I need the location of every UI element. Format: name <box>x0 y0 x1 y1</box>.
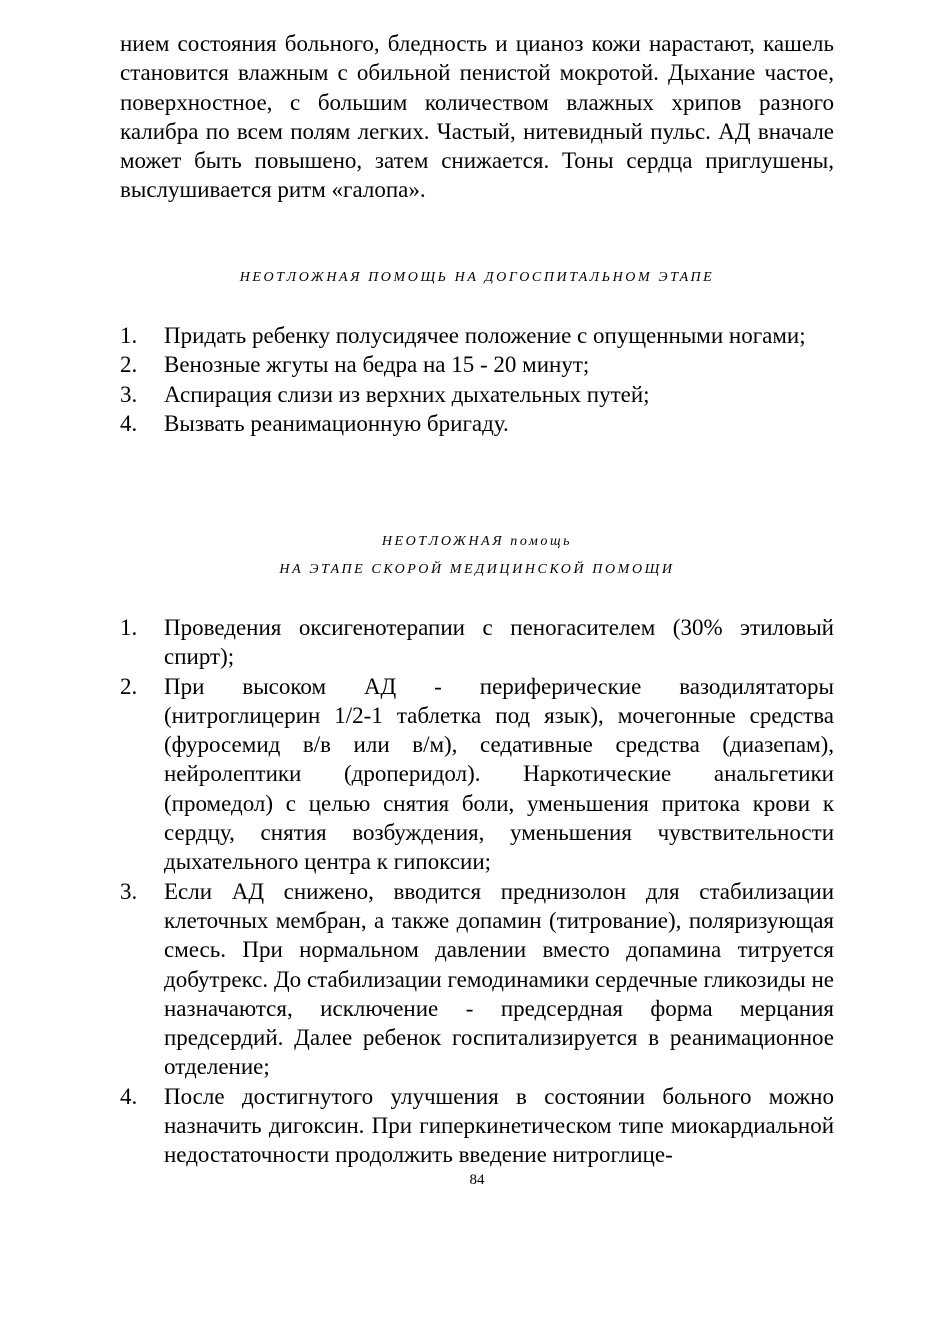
list-item-number: 3. <box>120 381 138 407</box>
list-item <box>120 672 834 877</box>
list-item-number: 1. <box>120 323 138 348</box>
list-item-text: Вызвать реанимационную бригаду. <box>164 410 509 436</box>
section-heading-prehospital: НЕОТЛОЖНАЯ ПОМОЩЬ НА ДОГОСПИТАЛЬНОМ ЭТАПЕ <box>239 270 715 285</box>
document-page <box>120 0 834 1344</box>
ambulance-list <box>120 613 834 1170</box>
list-item-number: 1. <box>120 615 138 640</box>
list-item <box>120 613 834 672</box>
list-item <box>120 409 834 438</box>
list-item-number: 2. <box>120 673 138 699</box>
list-item <box>120 350 834 379</box>
list-item-number: 4. <box>120 1083 138 1109</box>
list-item-number: 4. <box>120 410 138 436</box>
list-item-number: 2. <box>120 352 138 378</box>
list-item-number: 3. <box>120 878 138 904</box>
list-item <box>120 321 834 350</box>
prehospital-list <box>120 321 834 438</box>
list-item-text: При высоком АД - периферические вазодилятаторы (нитроглицерин 1/2-1 таблетка под язык), мочегонные средства (фуросемид в/в или в/м), седативные средства (диазепам), нейролептики (дроперидол). Наркотические анальгетики (промедол) с целью снятия боли, уменьшения притока крови к сердцу, снятия возбуждения, уменьшения чувствительности дыхательного центра к гипоксии; <box>164 673 834 875</box>
list-item-text: Придать ребенку полусидячее положение с опущенными ногами; <box>164 323 806 348</box>
list-item <box>120 877 834 1082</box>
list-item-text: После достигнутого улучшения в состоянии больного можно назначить дигоксин. При гиперкинетическом типе миокардиальной недостаточности продолжить введение нитроглице- <box>164 1083 834 1168</box>
list-item-text: Венозные жгуты на бедра на 15 - 20 минут; <box>164 352 590 378</box>
intro-paragraph: нием состояния больного, бледность и цианоз кожи нарастают, кашель становится влажным с обильной пенистой мокротой. Дыхание частое, поверхностное, с большим количеством влажных хрипов разного калибра по всем полям легких. Частый, нитевидный пульс. АД вначале может быть повышено, затем снижается. Тоны сердца приглушены, выслушивается ритм «галопа». <box>120 31 834 203</box>
list-item <box>120 1082 834 1170</box>
list-item-text: Проведения оксигенотерапии с пеногасителем (30% этиловый спирт); <box>164 615 834 670</box>
section-heading-ambulance-line1: НЕОТЛОЖНАЯ помощь <box>381 534 573 549</box>
list-item-text: Аспирация слизи из верхних дыхательных путей; <box>164 381 650 407</box>
page-number: 84 <box>469 1172 485 1188</box>
list-item-text: Если АД снижено, вводится преднизолон для стабилизации клеточных мембран, а также допамин (титрование), поляризующая смесь. При нормальном давлении вместо допамина титруется добутрекс. До стабилизации гемодинамики сердечные гликозиды не назначаются, исключение - предсердная форма мерцания предсердий. Далее ребенок госпитализируется в реанимационное отделение; <box>164 878 834 1080</box>
section-heading-ambulance-line2: НА ЭТАПЕ СКОРОЙ МЕДИЦИНСКОЙ ПОМОЩИ <box>279 562 675 577</box>
list-item <box>120 380 834 409</box>
